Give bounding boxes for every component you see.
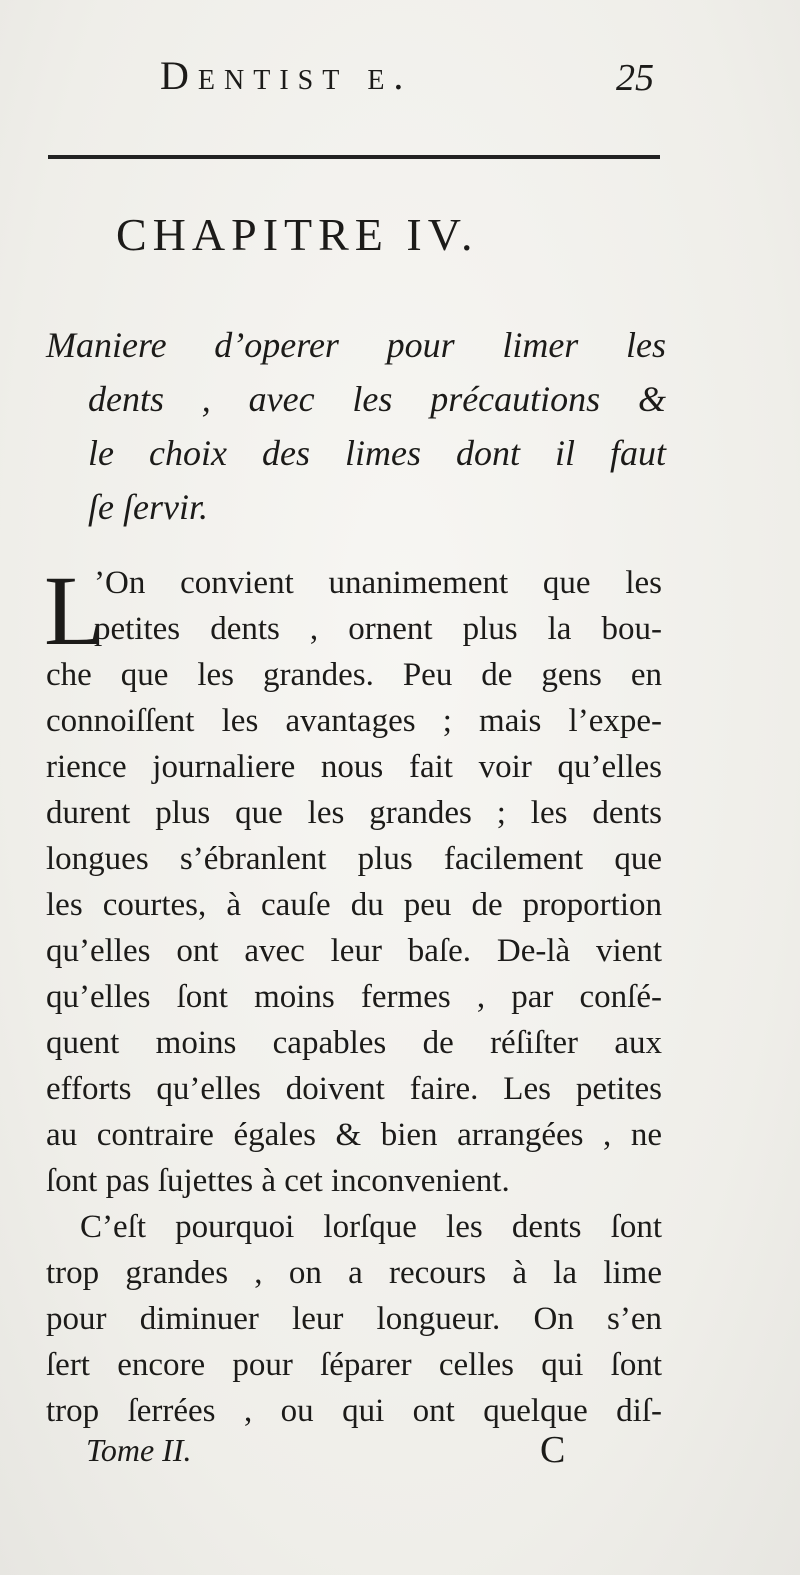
- running-head: Dentist e.: [160, 53, 413, 98]
- text-line: qu’elles ſont moins fermes , par conſé-: [46, 979, 662, 1015]
- text-line: trop ſerrées , ou qui ont quelque diſ-: [46, 1393, 662, 1429]
- volume-footer: Tome II.: [86, 1432, 192, 1468]
- text-line: les courtes, à cauſe du peu de proportion: [46, 887, 662, 923]
- page-number: 25: [616, 57, 654, 99]
- chapter-title: CHAPITRE IV.: [116, 209, 479, 260]
- text-line: efforts qu’elles doivent faire. Les petites: [46, 1071, 662, 1107]
- text-line: che que les grandes. Peu de gens en: [46, 657, 662, 693]
- signature-mark: C: [540, 1429, 566, 1471]
- text-line: durent plus que les grandes ; les dents: [46, 795, 662, 831]
- body-text: [44, 555, 662, 1434]
- text-line: longues s’ébranlent plus facilement que: [46, 841, 662, 877]
- subtitle-line: Maniere d’operer pour limer les: [46, 325, 666, 365]
- subtitle-line: ſe ſervir.: [88, 487, 208, 527]
- header-rule: [48, 155, 660, 159]
- text-line: pour diminuer leur longueur. On s’en: [46, 1301, 662, 1337]
- subtitle-line: le choix des limes dont il faut: [88, 433, 666, 473]
- text-line: petites dents , ornent plus la bou-: [94, 611, 662, 647]
- text-line: qu’elles ont avec leur baſe. De-là vient: [46, 933, 662, 969]
- chapter-subtitle: [46, 318, 666, 534]
- text-line: ſert encore pour ſéparer celles qui ſont: [46, 1347, 662, 1383]
- text-line: ſont pas ſujettes à cet inconvenient.: [46, 1163, 510, 1199]
- text-line: rience journaliere nous fait voir qu’elles: [46, 749, 662, 785]
- text-line: C’eſt pourquoi lorſque les dents ſont: [80, 1209, 662, 1245]
- subtitle-line: dents , avec les précautions &: [88, 379, 666, 419]
- text-line: ’On convient unanimement que les: [94, 565, 662, 601]
- text-line: quent moins capables de réſiſter aux: [46, 1025, 662, 1061]
- drop-cap: L: [44, 555, 106, 666]
- text-line: au contraire égales & bien arrangées , ne: [46, 1117, 662, 1153]
- text-line: connoiſſent les avantages ; mais l’expe-: [46, 703, 662, 739]
- text-line: trop grandes , on a recours à la lime: [46, 1255, 662, 1291]
